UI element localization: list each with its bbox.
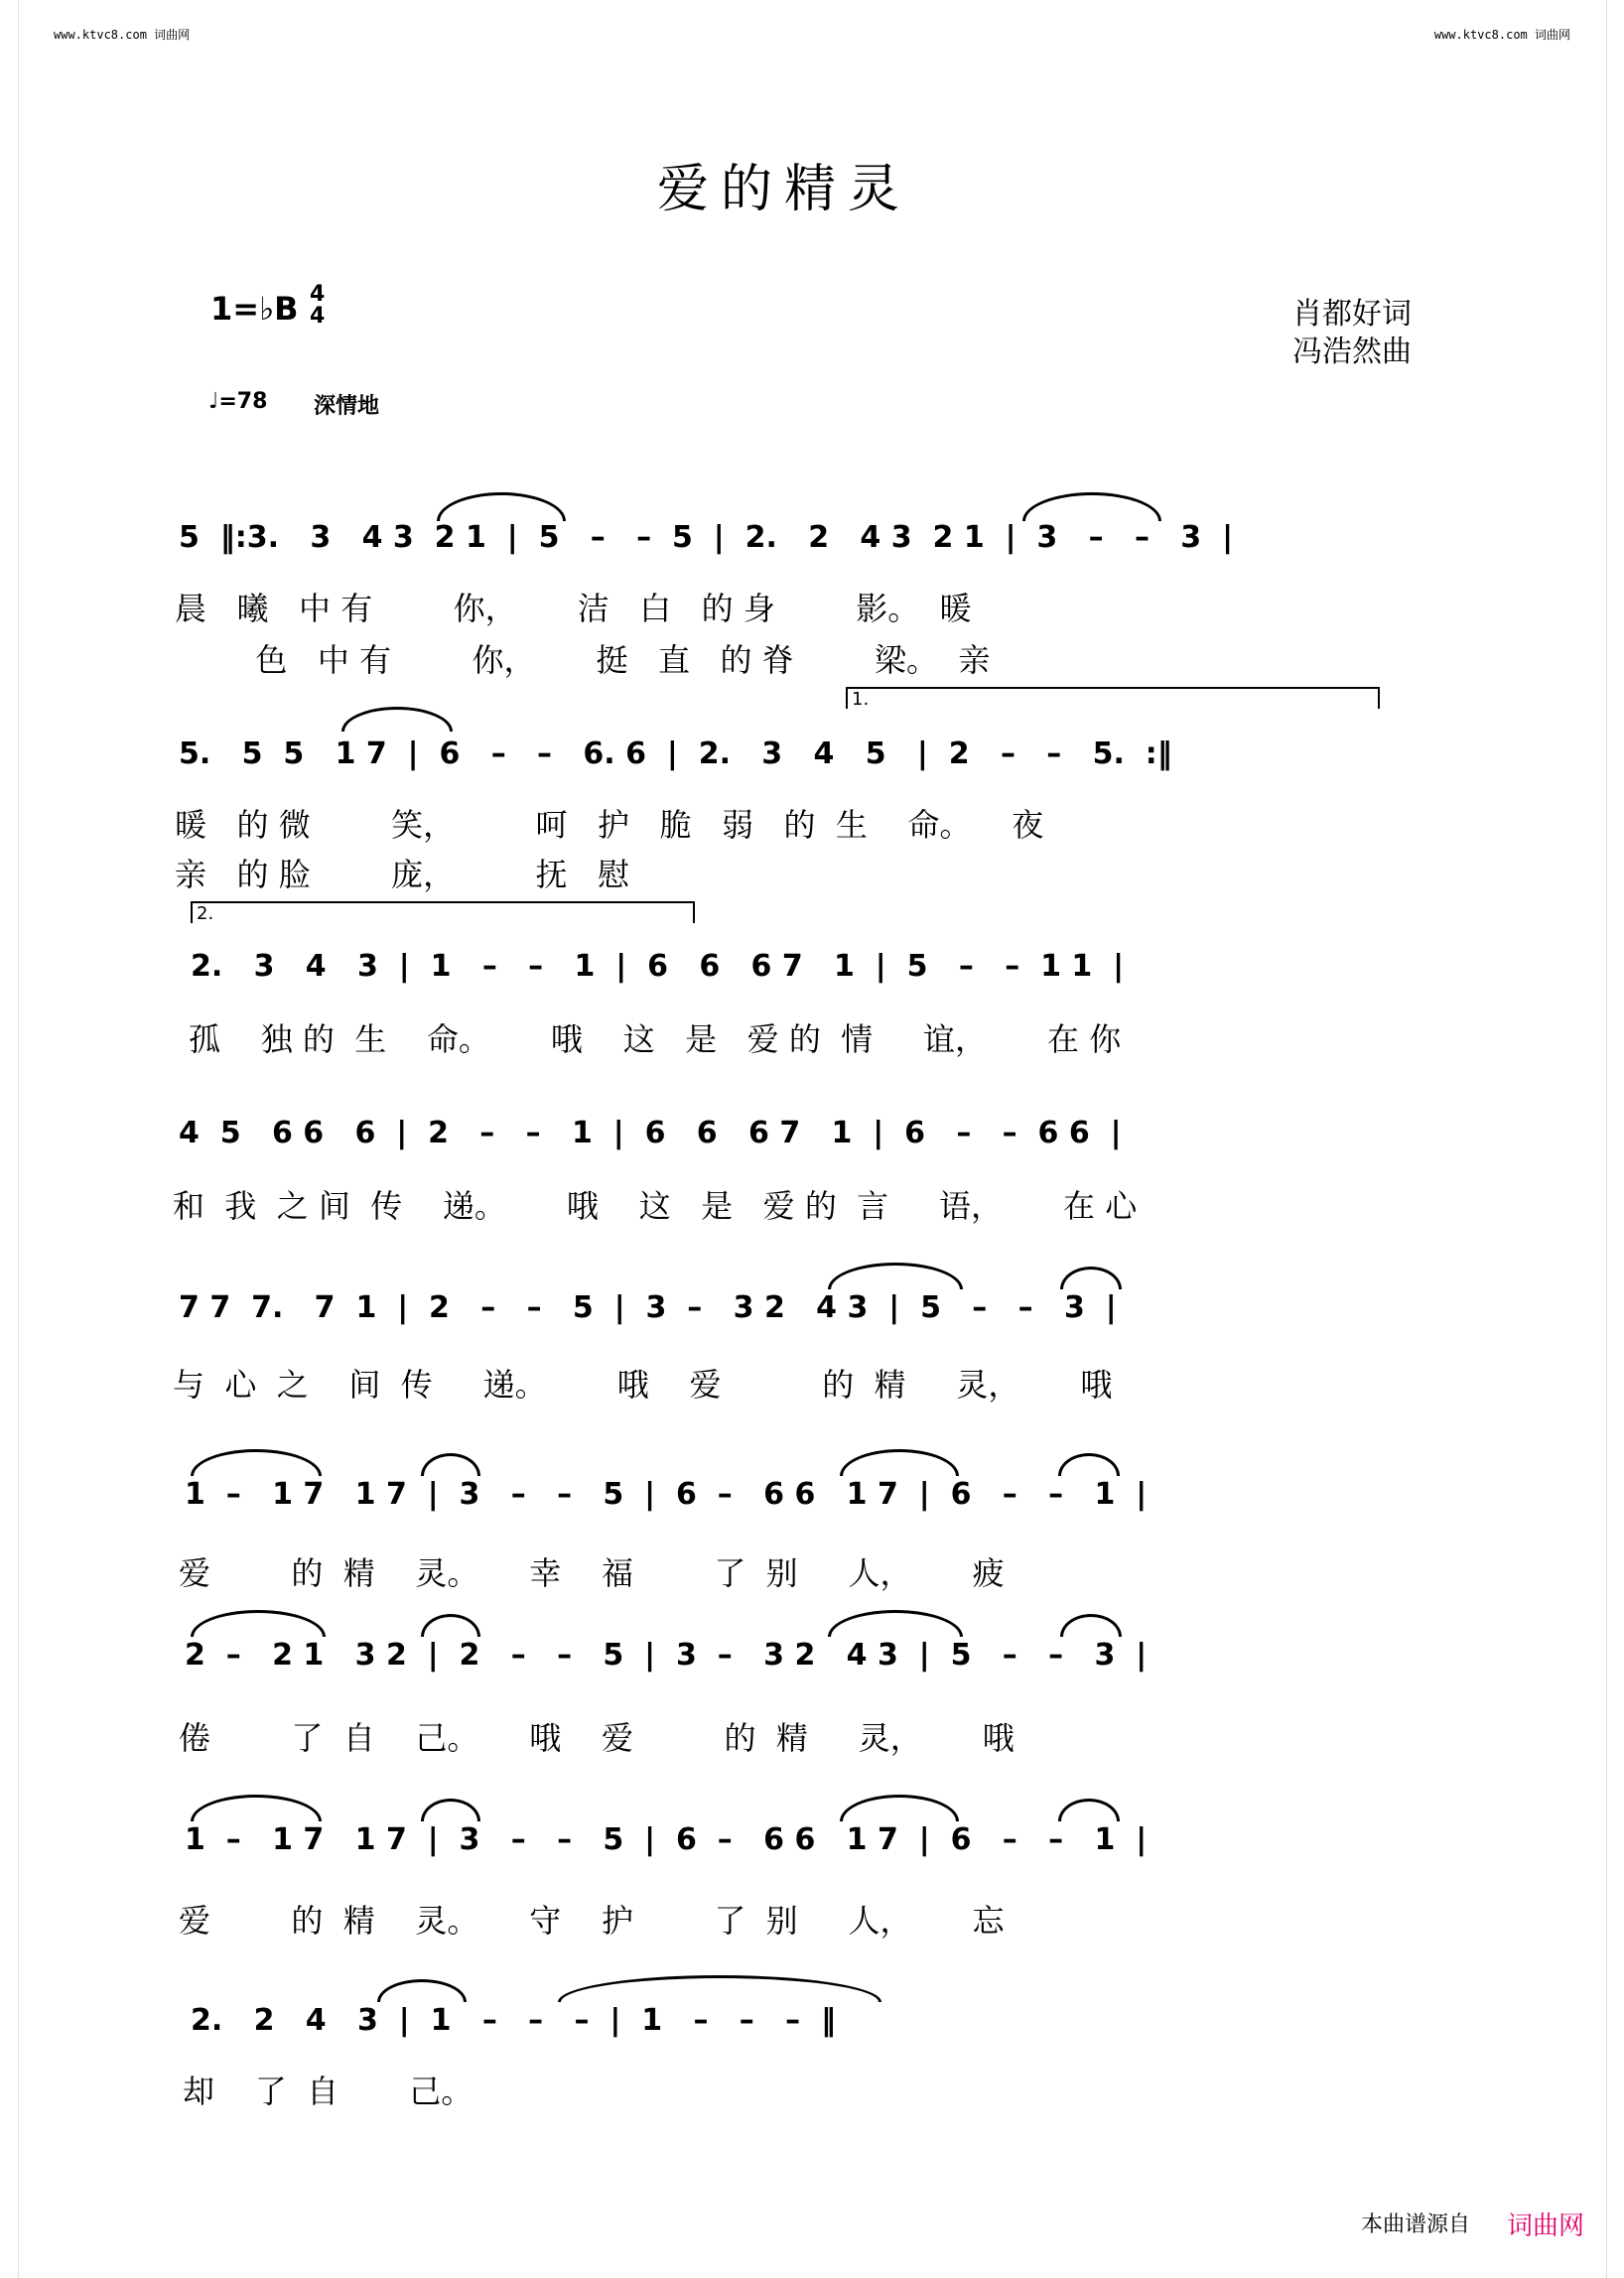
lyric-row-2b: 亲 的 脸 庞， 抚 慰 bbox=[175, 856, 629, 893]
right-border bbox=[1606, 0, 1607, 2278]
slur-mark bbox=[377, 1979, 467, 2002]
composer: 冯浩然曲 bbox=[1292, 335, 1412, 369]
slur-mark bbox=[558, 1975, 881, 2002]
slur-mark bbox=[1058, 1799, 1120, 1821]
key-signature: 1=♭B bbox=[210, 290, 299, 328]
slur-mark bbox=[840, 1795, 959, 1821]
side-watermark-right bbox=[1608, 0, 1622, 2278]
slur-mark bbox=[828, 1610, 963, 1637]
slur-mark bbox=[191, 1610, 326, 1637]
lyricist: 肖都好词 bbox=[1292, 297, 1412, 332]
meter-top: 4 bbox=[310, 282, 326, 307]
tempo-mark: ♩=78 bbox=[208, 389, 268, 414]
notes-row-7: 2 – 2 1 3 2 | 2 – – 5 | 3 – 3 2 4 3 | 5 – – 3 | bbox=[185, 1638, 1148, 1673]
expression-mark: 深情地 bbox=[314, 394, 380, 419]
slur-mark bbox=[828, 1263, 963, 1289]
notes-row-3: 2. 3 4 3 | 1 – – 1 | 6 6 6 7 1 | 5 – – 1 1 | bbox=[191, 949, 1125, 984]
slur-mark bbox=[437, 492, 566, 521]
slur-mark bbox=[421, 1799, 480, 1821]
lyric-row-2a: 暖 的 微 笑， 呵 护 脆 弱 的 生 命。 夜 bbox=[175, 806, 1044, 844]
slur-mark bbox=[421, 1453, 480, 1476]
lyric-row-3: 孤 独 的 生 命。 哦 这 是 爱 的 情 谊， 在 你 bbox=[189, 1020, 1122, 1058]
meter-bottom: 4 bbox=[310, 304, 326, 329]
song-title: 爱的精灵 bbox=[656, 160, 911, 219]
lyric-row-6: 爱 的 精 灵。 幸 福 了 别 人， 疲 bbox=[179, 1554, 1005, 1592]
slur-mark bbox=[840, 1449, 959, 1476]
notes-row-9: 2. 2 4 3 | 1 – – – | 1 – – – ‖ bbox=[191, 2003, 836, 2038]
notes-row-2: 5. 5 5 1 7 | 6 – – 6. 6 | 2. 3 4 5 | 2 – – 5. :‖ bbox=[179, 737, 1172, 771]
side-watermark-left bbox=[2, 0, 16, 2278]
notes-row-1: 5 ‖:3. 3 4 3 2 1 | 5 – – 5 | 2. 2 4 3 2 1 | 3 – – 3 | bbox=[179, 520, 1234, 555]
lyric-row-5: 与 心 之 间 传 递。 哦 爱 的 精 灵， 哦 bbox=[173, 1366, 1113, 1404]
slur-mark bbox=[421, 1614, 480, 1637]
volta-2: 2. bbox=[191, 901, 695, 923]
slur-mark bbox=[191, 1795, 322, 1821]
notes-row-4: 4 5 6 6 6 | 2 – – 1 | 6 6 6 7 1 | 6 – – 6 6 | bbox=[179, 1116, 1122, 1150]
notes-row-5: 7 7 7. 7 1 | 2 – – 5 | 3 – 3 2 4 3 | 5 – – 3 | bbox=[179, 1290, 1117, 1325]
footer-source-link[interactable]: 词曲网 bbox=[1506, 2211, 1584, 2241]
site-header-right[interactable]: www.ktvc8.com 词曲网 bbox=[1433, 28, 1570, 42]
lyric-row-4: 和 我 之 间 传 递。 哦 这 是 爱 的 言 语， 在 心 bbox=[173, 1187, 1138, 1225]
slur-mark bbox=[1022, 492, 1161, 521]
time-signature bbox=[310, 284, 325, 328]
lyric-row-7: 倦 了 自 己。 哦 爱 的 精 灵， 哦 bbox=[179, 1719, 1015, 1757]
slur-mark bbox=[341, 707, 453, 732]
slur-mark bbox=[1060, 1267, 1122, 1289]
slur-mark bbox=[191, 1449, 322, 1476]
notes-row-6: 1 – 1 7 1 7 | 3 – – 5 | 6 – 6 6 1 7 | 6 – – 1 | bbox=[185, 1477, 1148, 1512]
lyric-row-1b: 色 中 有 你， 挺 直 的 脊 梁。 亲 bbox=[175, 641, 991, 679]
credits bbox=[1292, 296, 1412, 371]
lyric-row-1a: 晨 曦 中 有 你， 洁 白 的 身 影。 暖 bbox=[175, 590, 972, 627]
lyric-row-9: 却 了 自 己。 bbox=[183, 2073, 474, 2110]
volta-1: 1. bbox=[846, 687, 1380, 709]
slur-mark bbox=[1058, 1453, 1120, 1476]
notes-row-8: 1 – 1 7 1 7 | 3 – – 5 | 6 – 6 6 1 7 | 6 – – 1 | bbox=[185, 1822, 1148, 1857]
left-border bbox=[18, 0, 19, 2278]
footer-source-label: 本曲谱源自 bbox=[1360, 2212, 1470, 2237]
slur-mark bbox=[1060, 1614, 1122, 1637]
lyric-row-8: 爱 的 精 灵。 守 护 了 别 人， 忘 bbox=[179, 1902, 1005, 1940]
site-header-left[interactable]: www.ktvc8.com 词曲网 bbox=[54, 28, 191, 42]
